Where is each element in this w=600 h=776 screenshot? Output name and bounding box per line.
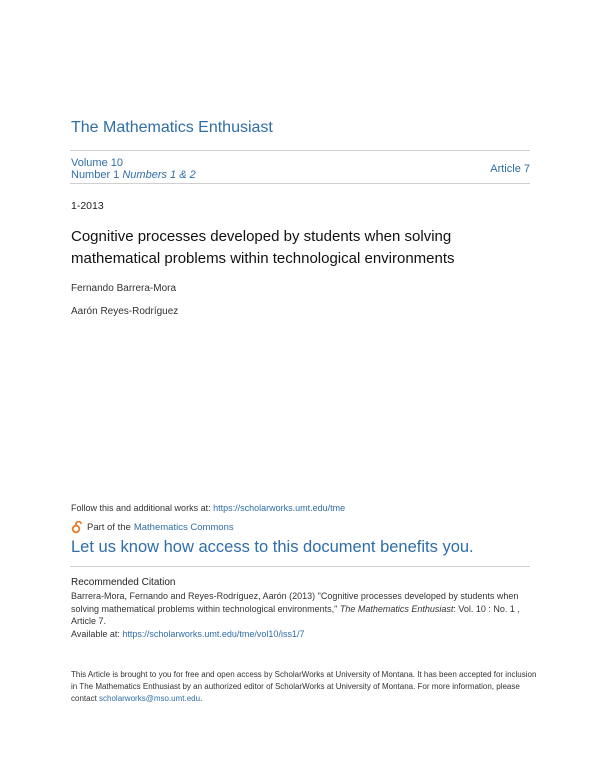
citation-text: Barrera-Mora, Fernando and Reyes-Rodríguez, Aarón (2013) "Cognitive processes developed by students when solving mathematical problems within technological environments," The Mathematics Enthusiast: Vol. 10 : No. 1 , Article 7. Available at: https://scholarworks.umt.edu/tme/vol10/iss1/7: [71, 591, 520, 639]
divider-top: [70, 150, 530, 151]
publication-date: 1-2013: [71, 200, 104, 212]
benefit-feedback-link[interactable]: Let us know how access to this document benefits you.: [71, 538, 474, 556]
numbers-label[interactable]: Numbers 1 & 2: [122, 169, 196, 181]
access-notice: This Article is brought to you for free and open access by ScholarWorks at University of Montana. It has been accepted for inclusion in The Mathematics Enthusiast by an authorized editor of ScholarWorks at University of Montana. For more information, please contact scholarworks@mso.umt.edu.: [71, 670, 537, 703]
journal-title[interactable]: The Mathematics Enthusiast: [71, 119, 273, 136]
mathematics-commons-link[interactable]: Mathematics Commons: [133, 522, 234, 533]
volume-block[interactable]: [71, 157, 196, 181]
author-1: Fernando Barrera-Mora: [71, 283, 177, 294]
number-line[interactable]: Number 1 Numbers 1 & 2: [71, 169, 196, 181]
divider-citation: [70, 566, 530, 567]
author-2: Aarón Reyes-Rodríguez: [71, 306, 179, 317]
follow-label: Follow this and additional works at:: [71, 503, 214, 513]
citation-heading: Recommended Citation: [71, 577, 176, 588]
paper-title: Cognitive processes developed by students when solving mathematical problems within technological environments: [71, 228, 455, 267]
part-of-label: Part of the: [87, 522, 131, 533]
citation-journal: The Mathematics Enthusiast: [339, 603, 454, 614]
citation-link[interactable]: https://scholarworks.umt.edu/tme/vol10/iss1/7: [122, 628, 305, 639]
open-access-icon: [71, 521, 84, 534]
follow-line: [71, 503, 345, 513]
volume-label[interactable]: Volume 10: [71, 157, 123, 169]
follow-link[interactable]: https://scholarworks.umt.edu/tme: [213, 503, 346, 513]
part-of-line: [71, 521, 234, 534]
contact-email-link[interactable]: scholarworks@mso.umt.edu: [99, 694, 201, 703]
article-number[interactable]: Article 7: [490, 163, 530, 175]
divider-bottom: [70, 183, 530, 184]
